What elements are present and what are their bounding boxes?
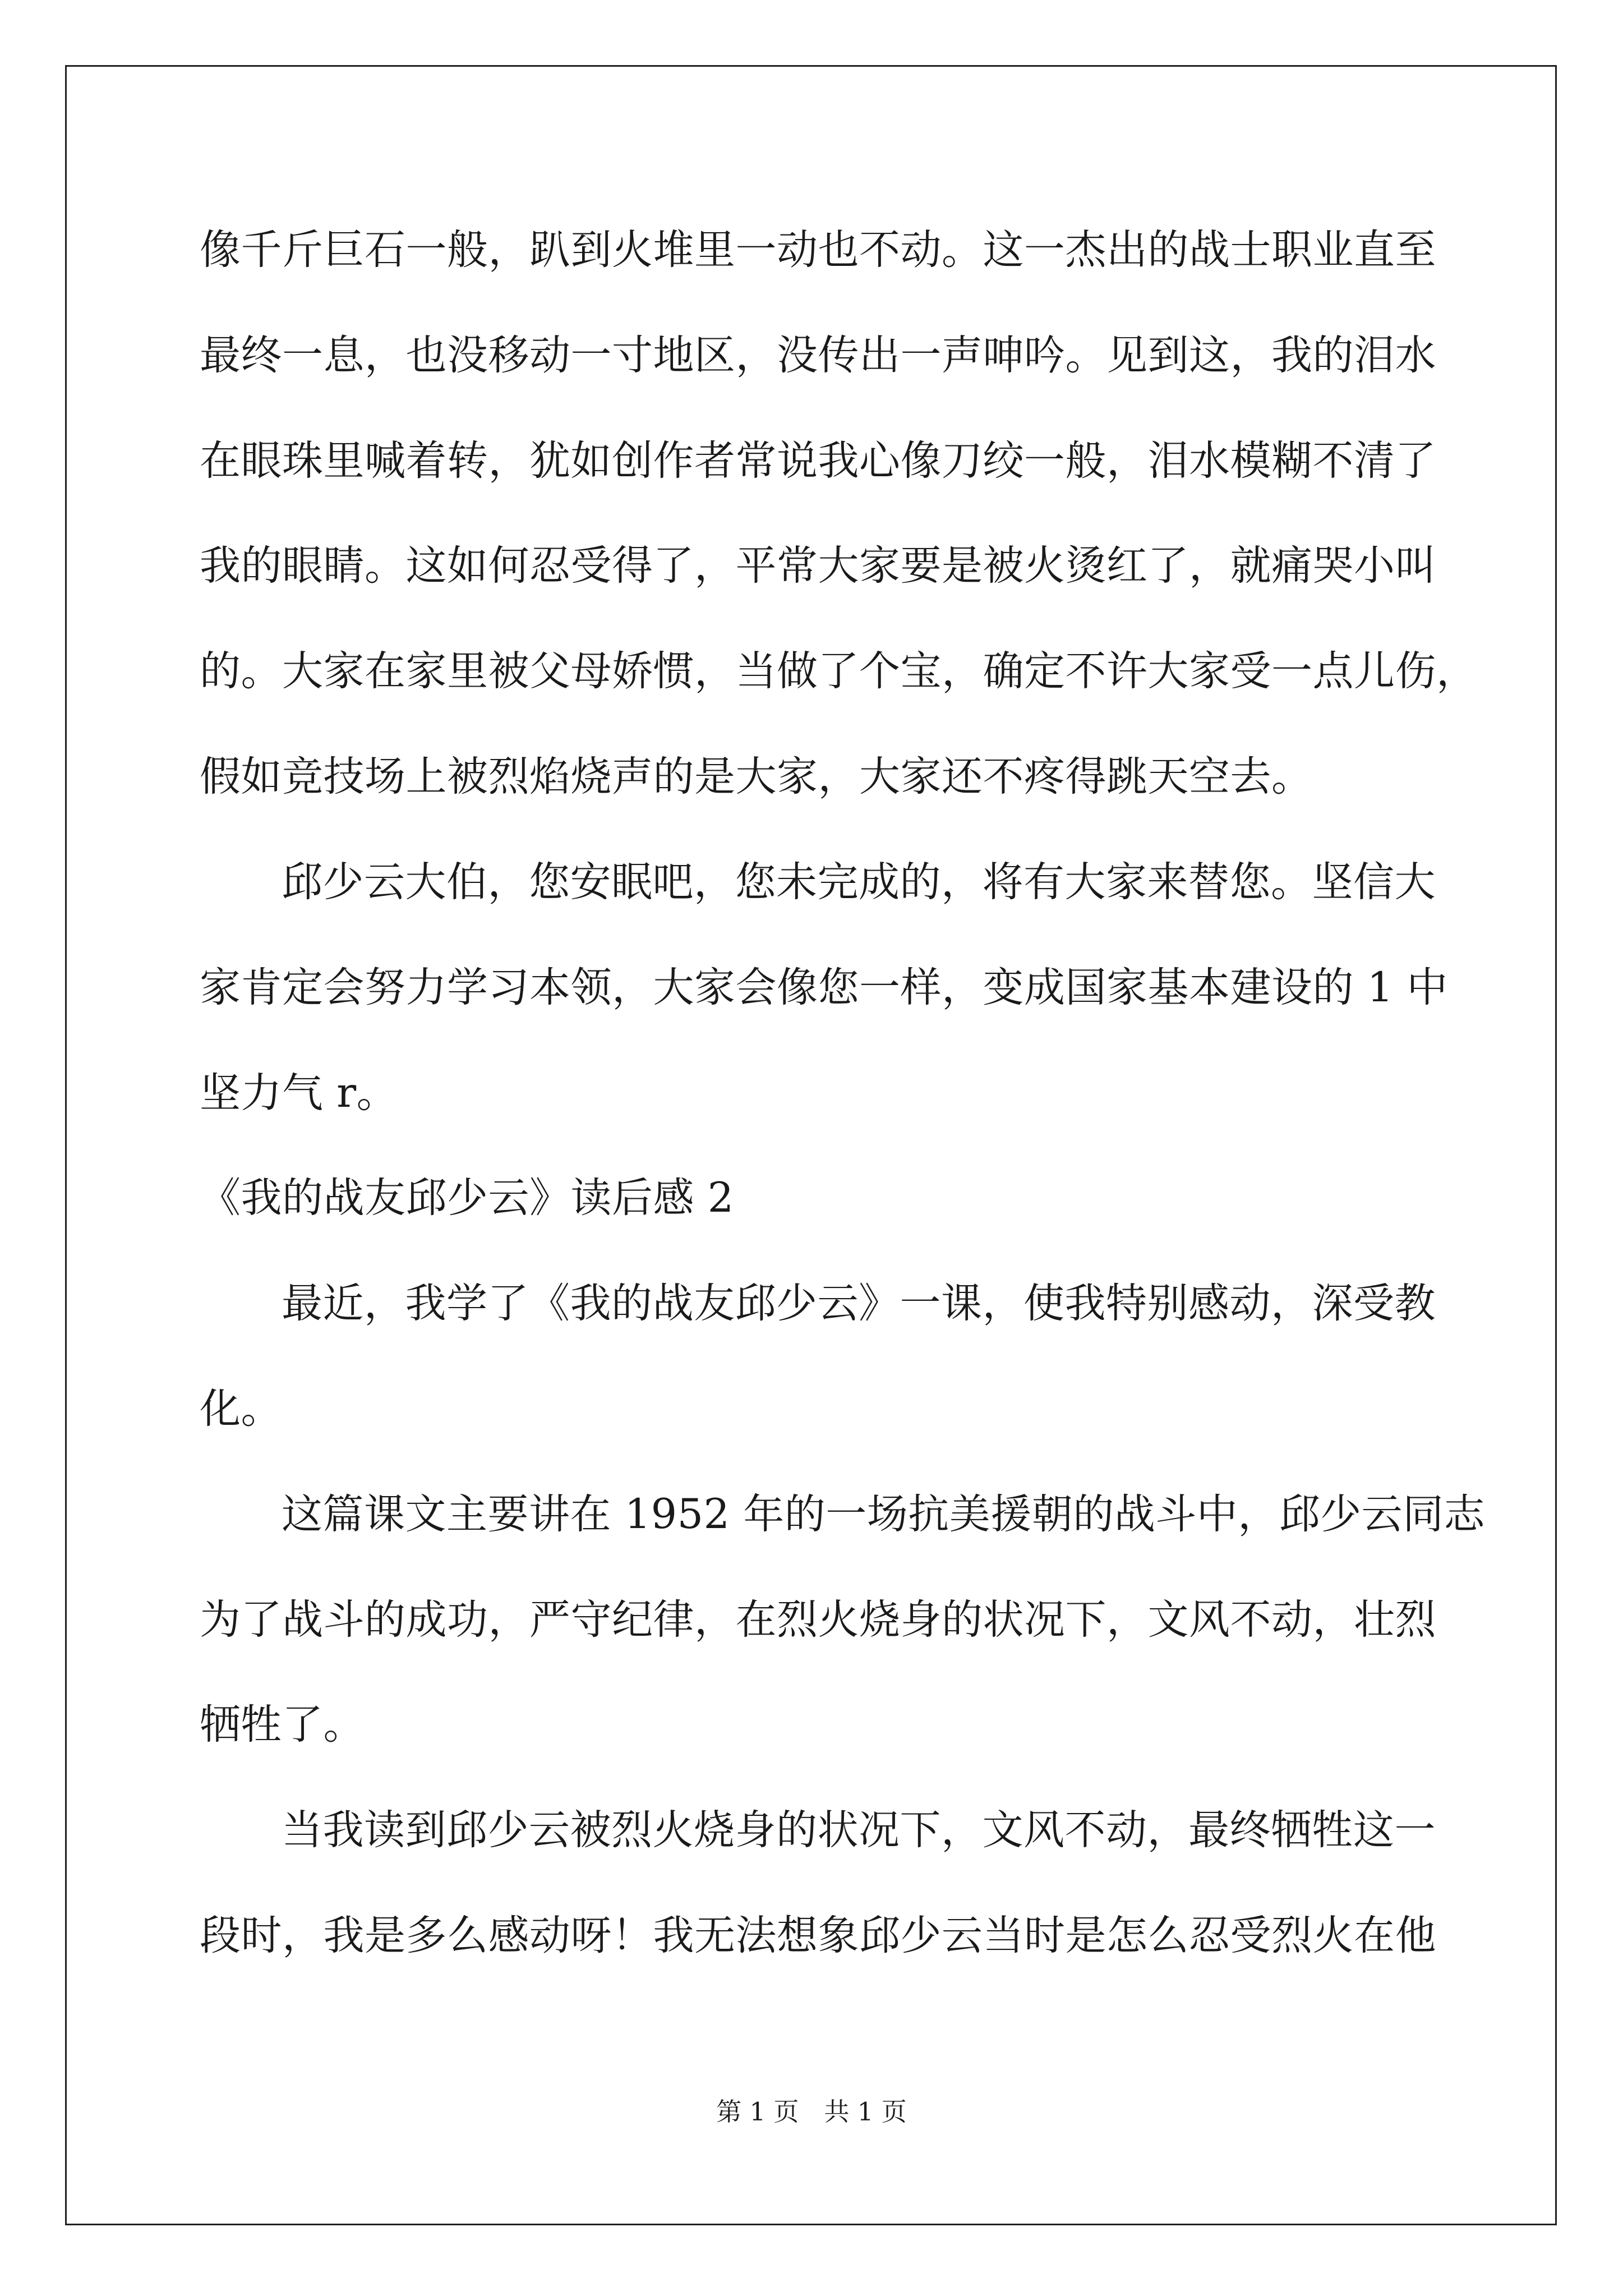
paragraph-first-line: 最近，我学了《我的战友邱少云》一课，使我特别感动，深受教 (282, 1280, 1436, 1327)
text-line: 段时，我是多么感动呀！我无法想象邱少云当时是怎么忍受烈火在他 (200, 1912, 1436, 1959)
text-line: 家肯定会努力学习本领，大家会像您一样，变成国家基本建设的 1 中 (200, 964, 1448, 1011)
paragraph-first-line: 当我读到邱少云被烈火烧身的状况下，文风不动，最终牺牲这一 (282, 1806, 1436, 1854)
text-line: 的。大家在家里被父母娇惯，当做了个宝，确定不许大家受一点儿伤， (200, 647, 1478, 695)
text-line: 牺牲了。 (200, 1701, 365, 1749)
text-line: 最终一息，也没移动一寸地区，没传出一声呻吟。见到这，我的泪水 (200, 332, 1436, 379)
text-line: 像千斤巨石一般，趴到火堆里一动也不动。这一杰出的战士职业直至 (200, 226, 1436, 274)
text-line: 坚力气 r。 (200, 1069, 398, 1117)
paragraph-first-line: 这篇课文主要讲在 1952 年的一场抗美援朝的战斗中，邱少云同志 (282, 1490, 1486, 1538)
text-line: 为了战斗的成功，严守纪律，在烈火烧身的状况下，文风不动，壮烈 (200, 1596, 1436, 1644)
text-line: 假如竞技场上被烈焰烧声的是大家，大家还不疼得跳天空去。 (200, 753, 1313, 800)
text-line: 我的眼睛。这如何忍受得了，平常大家要是被火烫红了，就痛哭小叫 (200, 542, 1436, 590)
text-line: 化。 (200, 1385, 282, 1433)
page-number-footer: 第 1 页 共 1 页 (716, 2097, 907, 2127)
text-line: 在眼珠里喊着转，犹如创作者常说我心像刀绞一般，泪水模糊不清了 (200, 437, 1436, 485)
paragraph-first-line: 邱少云大伯，您安眠吧，您未完成的，将有大家来替您。坚信大 (282, 858, 1436, 906)
section-heading: 《我的战友邱少云》读后感 2 (200, 1174, 734, 1222)
